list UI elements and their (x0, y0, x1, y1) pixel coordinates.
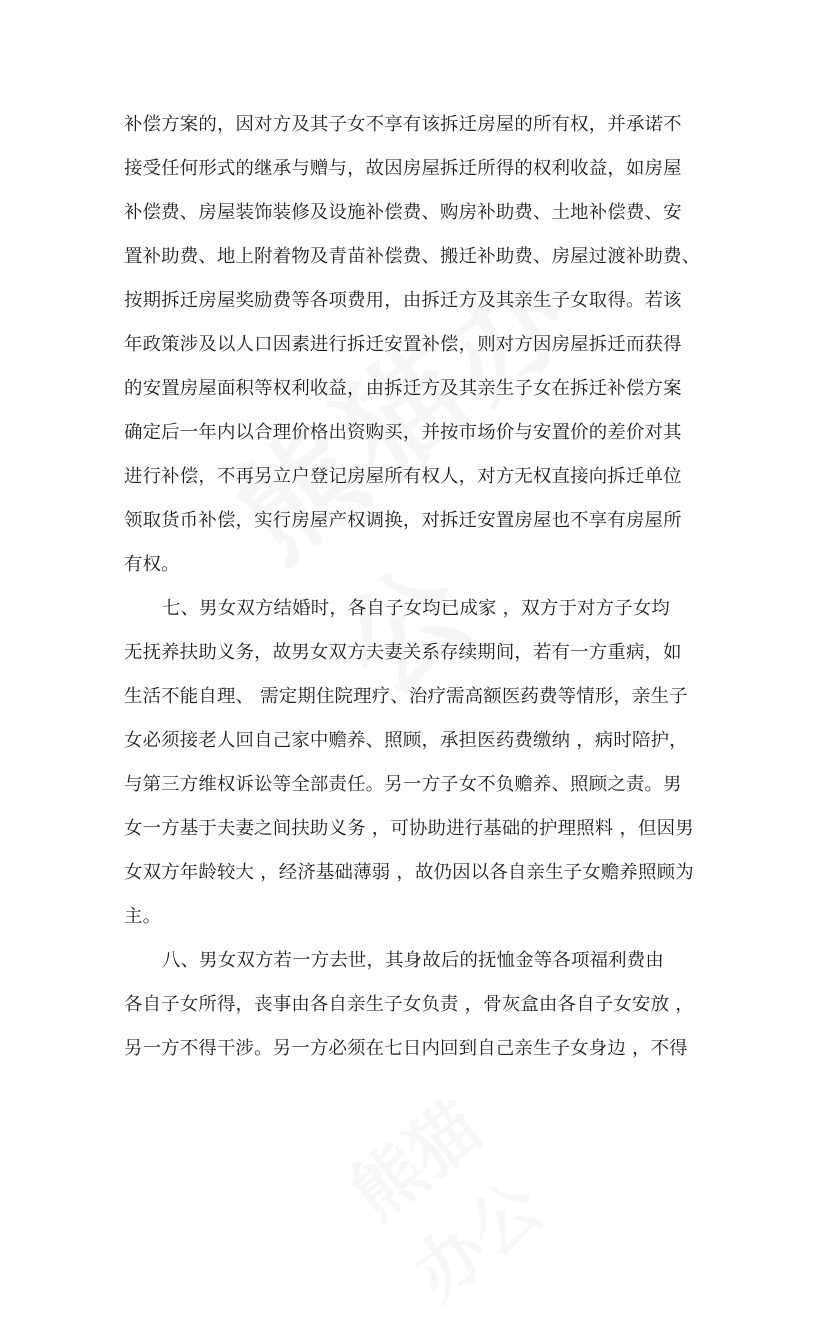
text-line: 按期拆迁房屋奖励费等各项费用，由拆迁方及其亲生子女取得。若该 (124, 290, 682, 311)
text-line: 各自子女所得，丧事由各自亲生子女负责 ，骨灰盒由各自子女安放 ， (124, 994, 694, 1015)
text-line: 的安置房屋面积等权利收益，由拆迁方及其亲生子女在拆迁补偿方案 (124, 378, 682, 399)
text-line: 生活不能自理、 需定期住院理疗、治疗需高额医药费等情形，亲生子 (124, 686, 688, 707)
text-line: 进行补偿，不再另立户登记房屋所有权人，对方无权直接向拆迁单位 (124, 466, 682, 487)
text-line: 确定后一年内以合理价格出资购买，并按市场价与安置价的差价对其 (124, 422, 682, 443)
text-line: 女一方基于夫妻之间扶助义务 ，可协助进行基础的护理照料 ，但因男 (124, 818, 694, 839)
text-line: 与第三方维权诉讼等全部责任。另一方子女不负赡养、照顾之责。男 (124, 774, 682, 795)
text-line: 有权。 (124, 554, 180, 575)
text-line: 主。 (124, 906, 162, 927)
text-line: 领取货币补偿，实行房屋产权调换，对拆迁安置房屋也不享有房屋所 (124, 510, 682, 531)
watermark-bottom (327, 1037, 534, 1223)
text-line-indented: 八、男女双方若一方去世，其身故后的抚恤金等各项福利费由 (162, 950, 664, 971)
text-line: 补偿费、房屋装饰装修及设施补偿费、购房补助费、土地补偿费、安 (124, 202, 682, 223)
text-line: 接受任何形式的继承与赠与，故因房屋拆迁所得的权利收益，如房屋 (124, 158, 682, 179)
text-line: 女必须接老人回自己家中赡养、照顾，承担医药费缴纳 ，病时陪护， (124, 730, 688, 751)
text-line: 无抚养扶助义务，故男女双方夫妻关系存续期间，若有一方重病，如 (124, 642, 682, 663)
text-line: 置补助费、地上附着物及青苗补偿费、搬迁补助费、房屋过渡补助费、 (124, 246, 701, 267)
text-line-indented: 七、男女双方结婚时，各自子女均已成家 ，双方于对方子女均 (162, 598, 670, 619)
text-line: 补偿方案的，因对方及其子女不享有该拆迁房屋的所有权，并承诺不 (124, 114, 682, 135)
text-line: 女双方年龄较大 ，经济基础薄弱 ，故仍因以各自亲生子女赡养照顾为 (124, 862, 694, 883)
text-line: 年政策涉及以人口因素进行拆迁安置补偿，则对方因房屋拆迁而获得 (124, 334, 682, 355)
text-line: 另一方不得干涉。另一方必须在七日内回到自己亲生子女身边 ，不得 (124, 1038, 688, 1059)
